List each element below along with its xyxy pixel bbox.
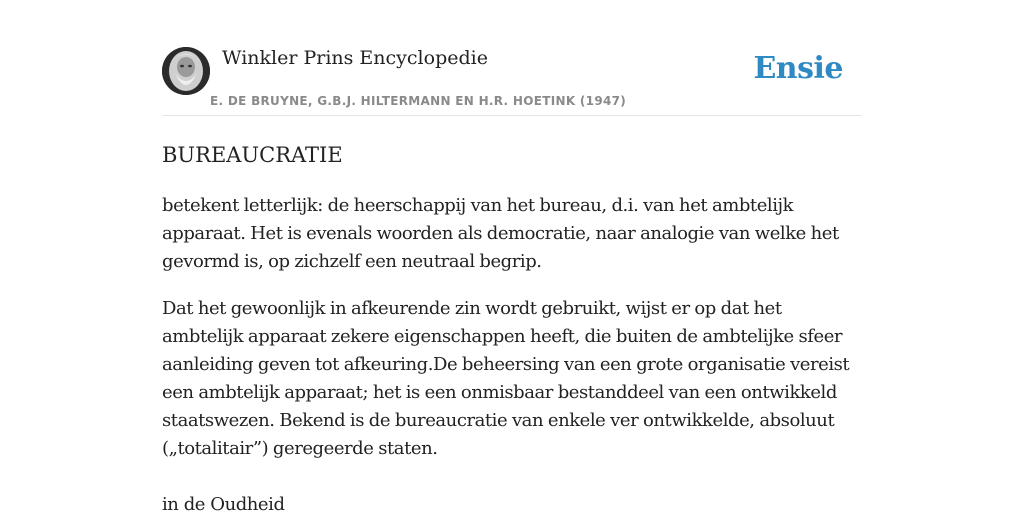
article-term: BUREAUCRATIE <box>162 143 343 167</box>
article-page <box>162 0 862 512</box>
article-paragraph-1: betekent letterlijk: de heerschappij van het bureau, d.i. van het ambtelijk apparaat. Het is evenals woorden als democratie, naar analogie van welke het gevormd is, op zichzelf een neutraal begrip. <box>162 195 839 272</box>
source-title[interactable]: Winkler Prins Encyclopedie <box>222 47 488 69</box>
article-subheading: in de Oudheid <box>162 494 285 512</box>
source-header <box>162 0 862 116</box>
author-avatar[interactable] <box>162 47 210 95</box>
article-paragraph-2: Dat het gewoonlijk in afkeurende zin wordt gebruikt, wijst er op dat het ambtelijk apparaat zekere eigenschappen heeft, die buiten de ambtelijke sfeer aanleiding geven tot afkeuring.De beheersing van een grote organisatie vereist een ambtelijk apparaat; het is een onmisbaar bestanddeel van een ontwikkeld staatswezen. Bekend is de bureaucratie van enkele ver ontwikkelde, absoluut („totalitair”) geregeerde staten. <box>162 298 850 459</box>
author-portrait-icon <box>162 47 210 95</box>
source-authors: E. DE BRUYNE, G.B.J. HILTERMANN EN H.R. HOETINK (1947) <box>210 94 627 108</box>
ensie-logo[interactable]: Ensie <box>753 51 843 86</box>
